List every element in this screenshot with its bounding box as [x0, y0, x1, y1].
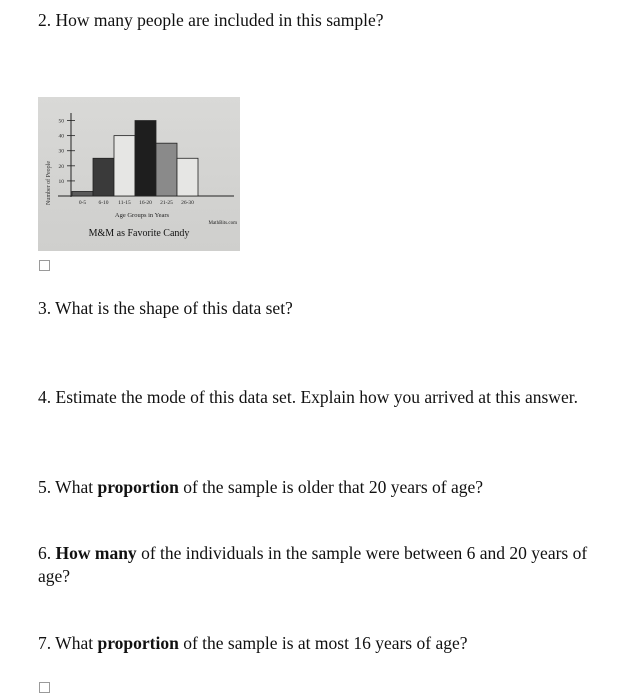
y-tick-label: 10 [58, 178, 64, 185]
histogram-photo [38, 97, 240, 251]
x-tick-label: 11-15 [118, 200, 131, 206]
question-4-text: 4. Estimate the mode of this data set. Explain how you arrived at this answer. [38, 387, 578, 407]
question-5-tail: of the sample is older that 20 years of age? [178, 477, 484, 497]
question-7-tail: of the sample is at most 16 years of age? [178, 633, 468, 653]
x-tick-label: 6-10 [98, 200, 109, 206]
bar-26-30 [177, 158, 198, 196]
question-6-tail: of the individuals in the sample were between 6 and 20 years of age? [38, 543, 588, 586]
question-6-lead: 6. [38, 543, 56, 563]
question-7 [38, 632, 468, 655]
y-tick-label: 40 [58, 133, 64, 140]
question-7-bold: proportion [97, 633, 179, 653]
bar-11-15 [114, 136, 135, 196]
x-tick-label: 21-25 [160, 200, 173, 206]
bar-6-10 [93, 158, 114, 196]
x-tick-label: 26-30 [181, 200, 194, 206]
y-tick-label: 20 [58, 163, 64, 170]
answer-checkbox-1[interactable] [39, 260, 50, 271]
bar-21-25 [156, 143, 177, 196]
question-4 [38, 386, 598, 409]
question-6 [38, 542, 598, 588]
credit-label: MathBits.com [208, 221, 237, 226]
x-axis-label: Age Groups in Years [114, 212, 170, 219]
y-tick-label: 50 [58, 118, 64, 125]
question-6-bold: How many [55, 543, 137, 563]
y-tick-label: 30 [58, 148, 64, 155]
question-7-lead: 7. What [38, 633, 98, 653]
x-tick-label: 16-20 [139, 200, 152, 206]
chart-title: M&M as Favorite Candy [88, 228, 190, 239]
question-5 [38, 476, 483, 499]
bar-16-20 [135, 121, 156, 196]
x-tick-label: 0-5 [78, 200, 87, 206]
question-2 [38, 9, 384, 32]
question-2-text: 2. How many people are included in this sample? [38, 10, 384, 30]
question-3-text: 3. What is the shape of this data set? [38, 298, 293, 318]
y-axis-label: Number of People [46, 161, 52, 205]
question-5-bold: proportion [97, 477, 179, 497]
answer-checkbox-2[interactable] [39, 682, 50, 693]
question-5-lead: 5. What [38, 477, 98, 497]
question-3 [38, 297, 293, 320]
histogram-chart [38, 97, 240, 251]
bar-0-5 [72, 191, 93, 196]
